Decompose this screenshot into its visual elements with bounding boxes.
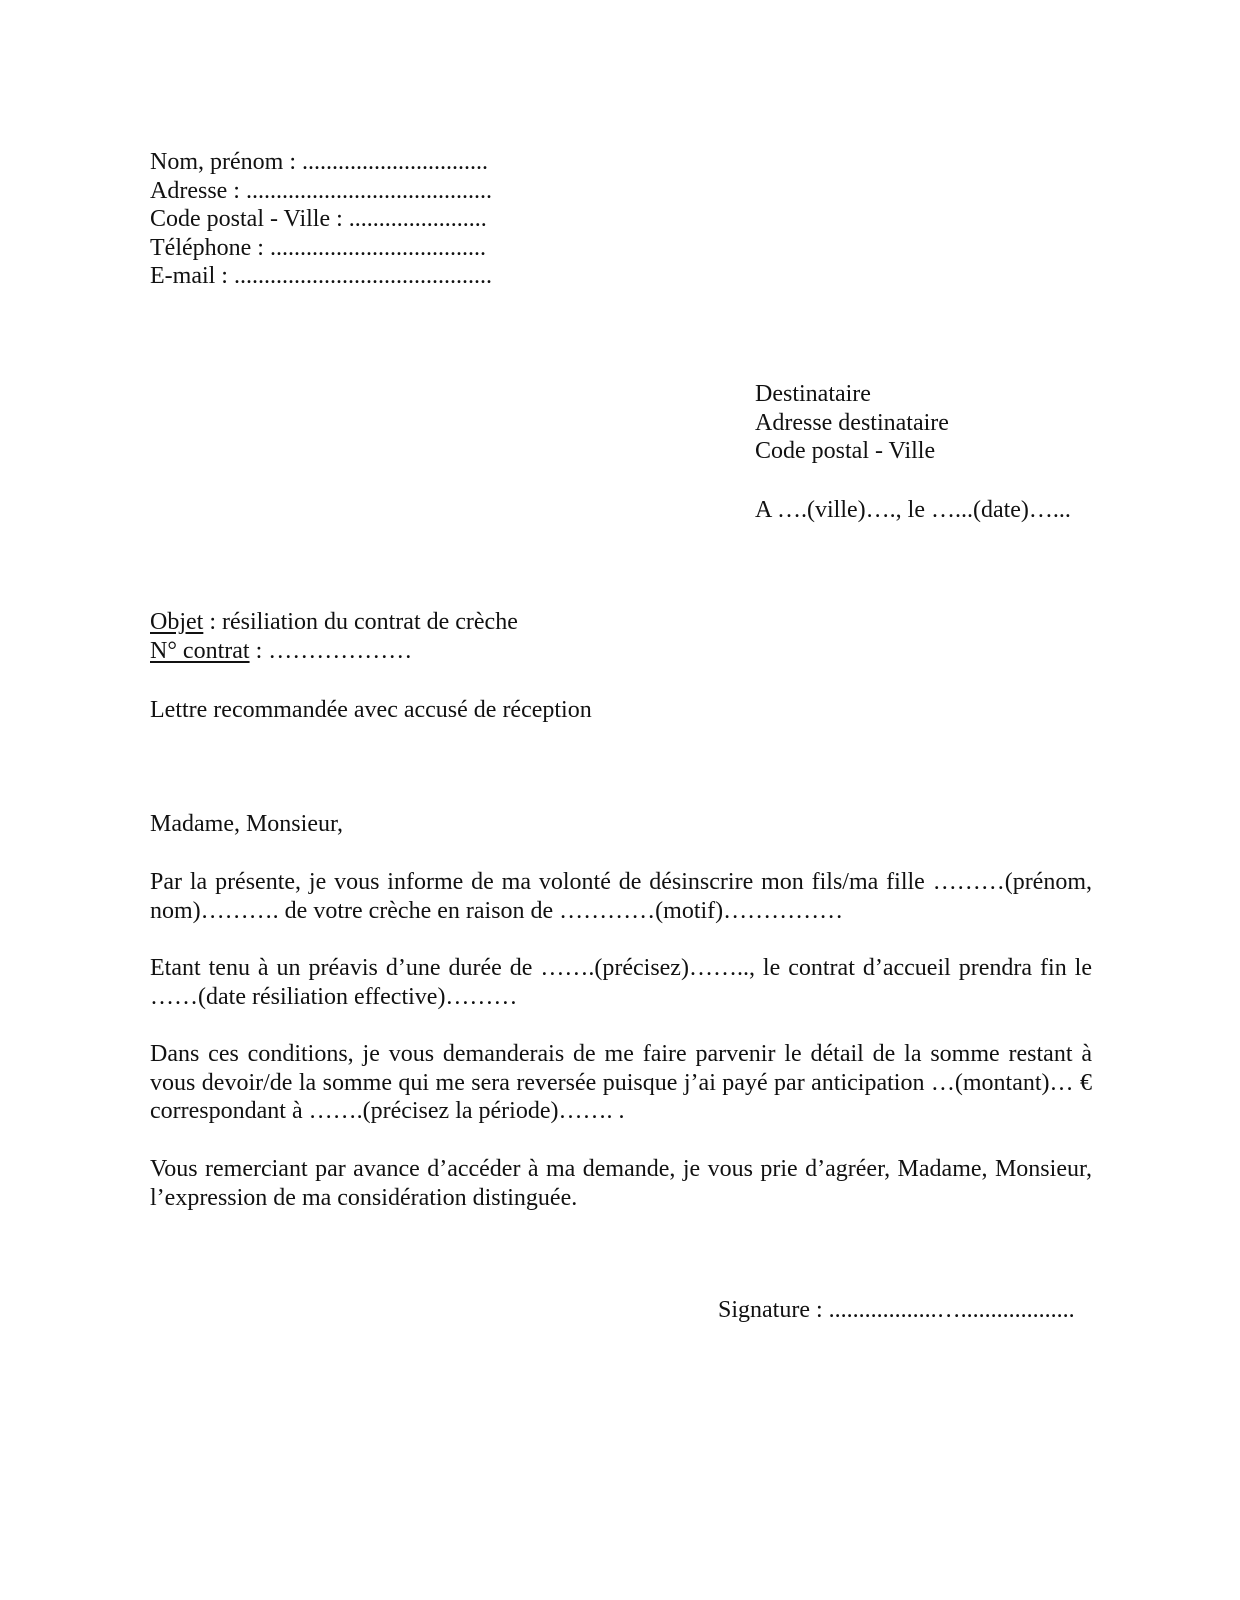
sender-address-line: Adresse : ......................................... xyxy=(150,177,492,204)
recipient-name: Destinataire xyxy=(755,381,871,407)
recipient-address: Adresse destinataire xyxy=(755,409,949,436)
paragraph-balance: Dans ces conditions, je vous demanderais de me faire parvenir le détail de la somme restant à vous devoir/de la somme qui me sera reversée puisque j’ai payé par anticipation …(montant)… € correspondant à …….(précisez la période)……. . xyxy=(150,1041,1092,1124)
signature-line: Signature : ..................…................... xyxy=(718,1297,1075,1323)
object-line xyxy=(150,608,950,637)
paragraph-unenroll: Par la présente, je vous informe de ma volonté de désinscrire mon fils/ma fille ………(prénom, nom)………. de votre crèche en raison de …………(motif)…………… xyxy=(150,869,1092,924)
contract-label: N° contrat xyxy=(150,637,250,664)
contract-line xyxy=(150,637,950,666)
recipient-block xyxy=(755,380,1175,466)
sender-name-line: Nom, prénom : ............................... xyxy=(150,149,488,175)
contract-text: : ……………… xyxy=(249,637,413,664)
recipient-postal: Code postal - Ville xyxy=(755,438,936,464)
subject-block xyxy=(150,608,950,665)
object-text: : résiliation du contrat de crèche xyxy=(203,609,518,635)
paragraph-notice: Etant tenu à un préavis d’une durée de …….(précisez)…….., le contrat d’accueil prendra fin le ……(date résiliation effective)……… xyxy=(150,955,1092,1010)
sender-phone-line: Téléphone : .................................... xyxy=(150,234,486,261)
sender-email-line: E-mail : ........................................... xyxy=(150,263,492,289)
salutation: Madame, Monsieur, xyxy=(150,811,343,837)
object-label: Objet xyxy=(150,609,204,635)
sender-block xyxy=(150,148,670,291)
paragraph-closing: Vous remerciant par avance d’accéder à ma demande, je vous prie d’agréer, Madame, Monsieur, l’expression de ma considération distinguée. xyxy=(150,1156,1092,1211)
registered-mail-line: Lettre recommandée avec accusé de réception xyxy=(150,697,592,723)
sender-postal-line: Code postal - Ville : ....................... xyxy=(150,206,487,232)
place-date-line: A ….(ville)…., le …...(date)…... xyxy=(755,497,1071,523)
